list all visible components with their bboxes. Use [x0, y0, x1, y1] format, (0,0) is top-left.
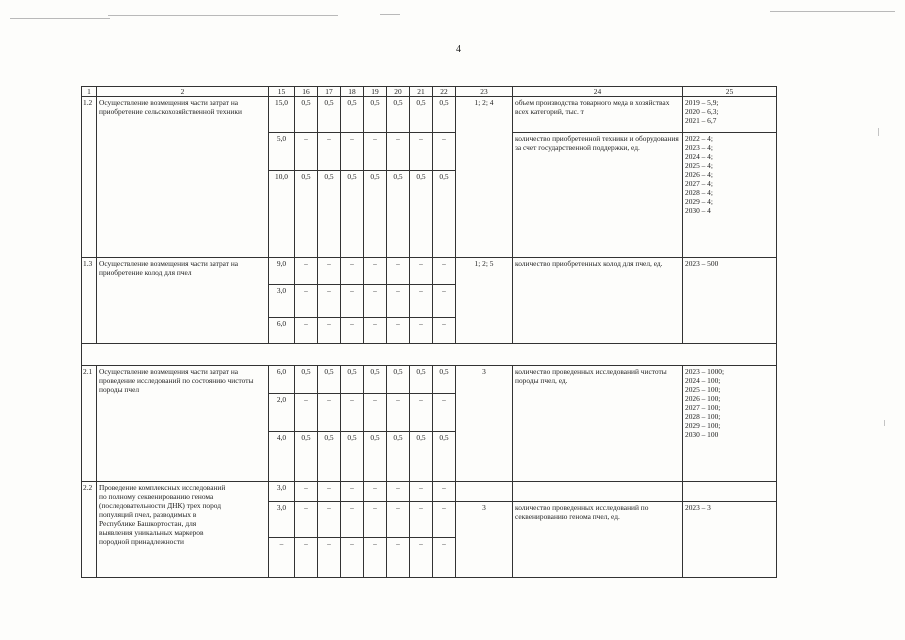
- indicator-value-empty: [683, 482, 777, 502]
- row-number: 2.2: [82, 482, 97, 578]
- finance-cell: –: [341, 502, 364, 538]
- finance-cell: 0,5: [318, 432, 341, 482]
- task-reference: 3: [456, 366, 513, 482]
- indicator-value: 2024 – 4;: [685, 152, 713, 161]
- finance-cell: 0,5: [387, 432, 410, 482]
- indicator-value: 2025 – 4;: [685, 161, 713, 170]
- indicator-value: 2022 – 4;: [685, 134, 713, 143]
- row-number: 2.1: [82, 366, 97, 482]
- finance-cell: –: [341, 285, 364, 318]
- finance-cell: –: [433, 318, 456, 344]
- finance-cell: –: [364, 285, 387, 318]
- row-number: 1.3: [82, 258, 97, 344]
- finance-cell: –: [364, 538, 387, 578]
- finance-cell: 5,0: [269, 133, 295, 171]
- finance-cell: –: [387, 285, 410, 318]
- finance-cell: –: [295, 133, 318, 171]
- finance-cell: 0,5: [410, 432, 433, 482]
- finance-cell: 0,5: [387, 97, 410, 133]
- finance-cell: 0,5: [387, 366, 410, 394]
- finance-cell: –: [341, 482, 364, 502]
- scan-artifact-line: [380, 14, 400, 15]
- finance-cell: –: [318, 133, 341, 171]
- finance-cell: –: [364, 133, 387, 171]
- finance-cell: 6,0: [269, 318, 295, 344]
- indicator-value: 2025 – 100;: [685, 385, 721, 394]
- finance-cell: –: [318, 258, 341, 285]
- activity-name: [97, 482, 269, 578]
- indicator-value: 2023 – 1000;: [685, 367, 725, 376]
- indicator-value: 2026 – 100;: [685, 394, 721, 403]
- column-header: 24: [513, 87, 683, 97]
- finance-cell: –: [410, 502, 433, 538]
- finance-cell: –: [295, 258, 318, 285]
- finance-cell: 0,5: [295, 171, 318, 258]
- finance-cell: –: [295, 394, 318, 432]
- finance-cell: –: [387, 482, 410, 502]
- finance-cell: 0,5: [433, 366, 456, 394]
- indicator-value: 2030 – 100: [685, 430, 719, 439]
- indicator-values: [683, 97, 777, 133]
- finance-cell: –: [341, 538, 364, 578]
- scan-artifact-line: [770, 11, 895, 12]
- finance-cell: –: [410, 318, 433, 344]
- activity-name: Осуществление возмещения части затрат на приобретение колод для пчел: [97, 258, 269, 344]
- finance-cell: –: [318, 502, 341, 538]
- finance-cell: –: [433, 394, 456, 432]
- finance-cell: 0,5: [295, 97, 318, 133]
- indicator-name: объем производства товарного меда в хозяйствах всех категорий, тыс. т: [513, 97, 683, 133]
- indicator-value: 2027 – 100;: [685, 403, 721, 412]
- finance-cell: –: [318, 538, 341, 578]
- finance-cell: –: [387, 133, 410, 171]
- finance-cell: 0,5: [364, 366, 387, 394]
- finance-cell: 3,0: [269, 482, 295, 502]
- finance-cell: 0,5: [295, 366, 318, 394]
- finance-cell: –: [387, 394, 410, 432]
- finance-cell: 0,5: [295, 432, 318, 482]
- finance-cell: –: [341, 258, 364, 285]
- finance-cell: 0,5: [410, 97, 433, 133]
- finance-cell: 10,0: [269, 171, 295, 258]
- finance-cell: –: [341, 318, 364, 344]
- finance-cell: 0,5: [318, 97, 341, 133]
- finance-cell: –: [364, 258, 387, 285]
- table-header-row: [82, 87, 777, 97]
- indicator-value: 2021 – 6,7: [685, 116, 717, 125]
- activity-name-line: выявления уникальных маркеров: [99, 528, 204, 537]
- finance-cell: –: [295, 502, 318, 538]
- finance-cell: 0,5: [387, 171, 410, 258]
- scan-artifact-mark: [878, 128, 879, 136]
- finance-cell: –: [387, 258, 410, 285]
- column-header: 17: [318, 87, 341, 97]
- indicator-value: 2023 – 500: [683, 258, 777, 344]
- finance-cell: 3,0: [269, 502, 295, 538]
- table-row: [82, 97, 777, 133]
- finance-cell: –: [341, 394, 364, 432]
- indicator-name: количество проведенных исследований чистоты породы пчел, ед.: [513, 366, 683, 482]
- column-header: 20: [387, 87, 410, 97]
- finance-cell: –: [318, 318, 341, 344]
- finance-cell: –: [364, 502, 387, 538]
- indicator-value: 2028 – 4;: [685, 188, 713, 197]
- scan-artifact-mark: [884, 420, 885, 426]
- indicator-value: 2027 – 4;: [685, 179, 713, 188]
- column-header: 16: [295, 87, 318, 97]
- finance-cell: –: [387, 538, 410, 578]
- finance-cell: –: [387, 318, 410, 344]
- finance-cell: –: [295, 538, 318, 578]
- finance-cell: –: [410, 482, 433, 502]
- finance-cell: 0,5: [364, 97, 387, 133]
- finance-cell: –: [433, 133, 456, 171]
- column-header: 23: [456, 87, 513, 97]
- finance-cell: 2,0: [269, 394, 295, 432]
- finance-cell: 0,5: [318, 171, 341, 258]
- finance-cell: –: [433, 482, 456, 502]
- column-header: 15: [269, 87, 295, 97]
- finance-cell: 0,5: [341, 97, 364, 133]
- finance-cell: 3,0: [269, 285, 295, 318]
- column-header: 1: [82, 87, 97, 97]
- finance-cell: –: [295, 318, 318, 344]
- finance-cell: 0,5: [433, 171, 456, 258]
- indicator-name: количество приобретенной техники и оборудования за счет государственной поддержки, ед.: [513, 133, 683, 258]
- finance-cell: 6,0: [269, 366, 295, 394]
- task-reference: 3: [456, 502, 513, 578]
- finance-cell: 0,5: [341, 366, 364, 394]
- activity-name-line: (последовательности ДНК) трех пород: [99, 501, 222, 510]
- activity-name: Осуществление возмещения части затрат на приобретение сельскохозяйственной техники: [97, 97, 269, 258]
- finance-cell: 0,5: [410, 171, 433, 258]
- finance-cell: –: [410, 538, 433, 578]
- finance-cell: –: [318, 394, 341, 432]
- finance-cell: 0,5: [433, 97, 456, 133]
- section-separator-row: [82, 344, 777, 366]
- activity-name-line: Республике Башкортостан, для: [99, 519, 197, 528]
- program-table: [81, 86, 777, 578]
- row-number: 1.2: [82, 97, 97, 258]
- finance-cell: 0,5: [364, 171, 387, 258]
- finance-cell: –: [433, 538, 456, 578]
- finance-cell: –: [433, 285, 456, 318]
- finance-cell: –: [364, 318, 387, 344]
- finance-cell: –: [295, 285, 318, 318]
- indicator-value: 2023 – 4;: [685, 143, 713, 152]
- scan-artifact-line: [10, 18, 110, 19]
- finance-cell: –: [433, 502, 456, 538]
- finance-cell: 0,5: [341, 171, 364, 258]
- indicator-values: [683, 133, 777, 258]
- indicator-value: 2024 – 100;: [685, 376, 721, 385]
- task-reference: 1; 2; 4: [456, 97, 513, 258]
- finance-cell: 0,5: [410, 366, 433, 394]
- finance-cell: –: [318, 285, 341, 318]
- activity-name: Осуществление возмещения части затрат на проведение исследований по состоянию чистоты породы пчел: [97, 366, 269, 482]
- finance-cell: –: [410, 258, 433, 285]
- finance-cell: –: [269, 538, 295, 578]
- finance-cell: 15,0: [269, 97, 295, 133]
- indicator-value: 2019 – 5,9;: [685, 98, 719, 107]
- indicator-value: 2020 – 6,3;: [685, 107, 719, 116]
- activity-name-line: Проведение комплексных исследований: [99, 483, 226, 492]
- indicator-value: 2026 – 4;: [685, 170, 713, 179]
- finance-cell: –: [295, 482, 318, 502]
- finance-cell: 4,0: [269, 432, 295, 482]
- activity-name-line: популяций пчел, разводимых в: [99, 510, 197, 519]
- finance-cell: 0,5: [341, 432, 364, 482]
- column-header: 25: [683, 87, 777, 97]
- indicator-value: 2029 – 100;: [685, 421, 721, 430]
- finance-cell: –: [433, 258, 456, 285]
- indicator-value: 2028 – 100;: [685, 412, 721, 421]
- indicator-value: 2023 – 3: [683, 502, 777, 578]
- section-separator: [82, 344, 777, 366]
- finance-cell: 0,5: [433, 432, 456, 482]
- indicator-value: 2030 – 4: [685, 206, 711, 215]
- finance-cell: –: [410, 285, 433, 318]
- column-header: 2: [97, 87, 269, 97]
- indicator-values: [683, 366, 777, 482]
- finance-cell: –: [318, 482, 341, 502]
- column-header: 21: [410, 87, 433, 97]
- page-number: 4: [456, 44, 461, 55]
- finance-cell: –: [410, 394, 433, 432]
- finance-cell: 0,5: [318, 366, 341, 394]
- finance-cell: –: [410, 133, 433, 171]
- finance-cell: 9,0: [269, 258, 295, 285]
- table-row: [82, 482, 777, 502]
- table-row: [82, 366, 777, 394]
- indicator-name: количество приобретенных колод для пчел, ед.: [513, 258, 683, 344]
- activity-name-line: по полному секвенированию генома: [99, 492, 214, 501]
- finance-cell: –: [364, 482, 387, 502]
- finance-cell: 0,5: [364, 432, 387, 482]
- column-header: 22: [433, 87, 456, 97]
- task-reference-empty: [456, 482, 513, 502]
- scan-artifact-line: [108, 15, 338, 16]
- indicator-name: количество проведенных исследований по секвенированию генома пчел, ед.: [513, 502, 683, 578]
- table-row: [82, 258, 777, 285]
- activity-name-line: породной принадлежности: [99, 537, 185, 546]
- finance-cell: –: [387, 502, 410, 538]
- column-header: 18: [341, 87, 364, 97]
- indicator-value: 2029 – 4;: [685, 197, 713, 206]
- task-reference: 1; 2; 5: [456, 258, 513, 344]
- column-header: 19: [364, 87, 387, 97]
- finance-cell: –: [341, 133, 364, 171]
- finance-cell: –: [364, 394, 387, 432]
- indicator-name-empty: [513, 482, 683, 502]
